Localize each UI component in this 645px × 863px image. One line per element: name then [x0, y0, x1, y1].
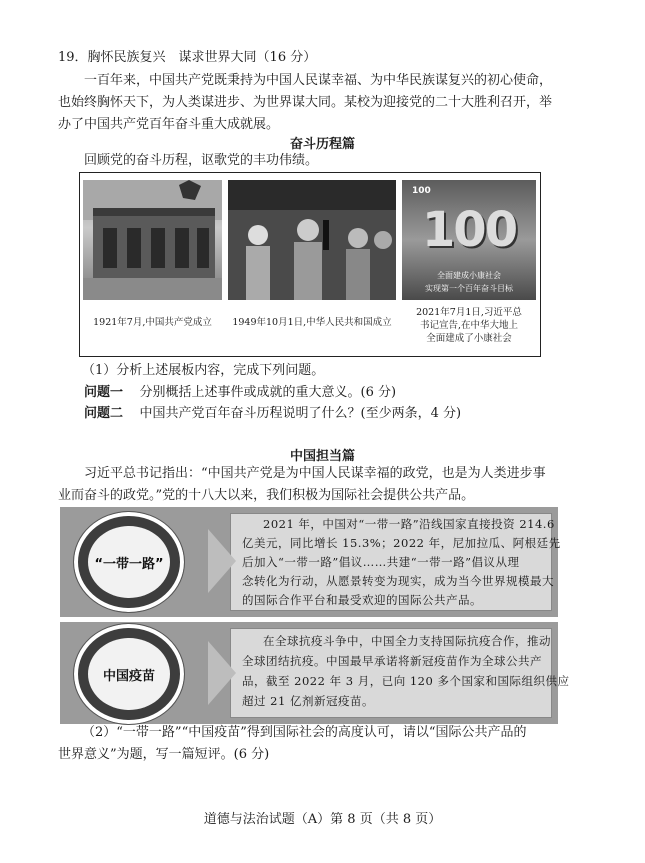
photo-moderate-prosperity [402, 180, 536, 300]
belt-line-1: 2021 年，中国对“一带一路”沿线国家直接投资 214.6 [263, 517, 555, 531]
photo-prc-founding [228, 180, 396, 300]
caption-2021-line-3: 全面建成了小康社会 [426, 333, 512, 344]
belt-line-4: 念转化为行动，从愿景转变为现实，成为当今世界规模最大 [242, 574, 554, 588]
problem-2 [84, 405, 584, 423]
belt-road-box [60, 507, 561, 617]
exhibit-panel [79, 172, 541, 357]
quote-line-2: 业而奋斗的政党。”党的十八大以来，我们积极为国际社会提供公共产品。 [58, 488, 475, 503]
belt-road-label: “一带一路” [88, 526, 170, 598]
vaccine-line-1: 在全球抗疫斗争中，中国全力支持国际抗疫合作，推动 [263, 634, 551, 648]
intro-line-1: 一百年来，中国共产党既秉持为中国人民谋幸福、为中华民族谋复兴的初心使命， [84, 73, 553, 88]
caption-2021-line-2: 书记宣告,在中华大地上 [419, 320, 519, 331]
overlay-big-100: 100 [421, 202, 517, 258]
problem-1-label: 问题一 [84, 385, 124, 400]
section-title-responsibility: 中国担当篇 [289, 449, 355, 464]
belt-line-3: 后加入“一带一路”倡议……共建“一带一路”倡议从理 [242, 555, 520, 569]
problem-1 [84, 384, 584, 402]
vaccine-label: 中国疫苗 [88, 638, 170, 710]
overlay-small-100: 100 [412, 186, 431, 196]
vaccine-line-4: 超过 21 亿剂新冠疫苗。 [242, 694, 374, 708]
section-title-history: 奋斗历程篇 [289, 137, 355, 152]
overlay-line-1: 全面建成小康社会 [437, 271, 501, 280]
task-2-line-2: 世界意义”为题，写一篇短评。(6 分) [58, 747, 270, 762]
caption-2021-line-1: 2021年7月1日,习近平总 [416, 307, 522, 318]
caption-1921: 1921年7月,中国共产党成立 [93, 317, 212, 328]
page-footer: 道德与法治试题（A）第 8 页（共 8 页） [203, 812, 442, 827]
overlay-line-2: 实现第一个百年奋斗目标 [425, 284, 513, 293]
vaccine-line-3: 品，截至 2022 年 3 月，已向 120 多个国家和国际组织供应 [242, 674, 570, 688]
caption-1949: 1949年10月1日,中华人民共和国成立 [232, 317, 392, 328]
photo-party-founding [83, 180, 222, 300]
belt-line-2: 亿美元，同比增长 15.3%；2022 年，尼加拉瓜、阿根廷先 [242, 536, 561, 550]
vaccine-line-2: 全球团结抗疫。中国最早承诺将新冠疫苗作为全球公共产 [242, 654, 542, 668]
problem-2-label: 问题二 [84, 406, 124, 421]
quote-line-1: 习近平总书记指出：“中国共产党是为中国人民谋幸福的政党，也是为人类进步事 [84, 466, 546, 481]
task-1: （1）分析上述展板内容，完成下列问题。 [82, 363, 325, 378]
problem-1-text: 分别概括上述事件或成就的重大意义。(6 分) [139, 385, 397, 400]
section-lead: 回顾党的奋斗历程，讴歌党的丰功伟绩。 [84, 153, 319, 168]
question-heading: 19．胸怀民族复兴 谋求世界大同（16 分） [58, 50, 317, 65]
intro-line-2: 也始终胸怀天下，为人类谋进步、为世界谋大同。某校为迎接党的二十大胜利召开，举 [58, 95, 553, 110]
intro-line-3: 办了中国共产党百年奋斗重大成就展。 [58, 117, 280, 132]
belt-line-5: 的国际合作平台和最受欢迎的国际公共产品。 [242, 593, 482, 607]
problem-2-text: 中国共产党百年奋斗历程说明了什么？(至少两条，4 分) [139, 406, 462, 421]
vaccine-box [60, 622, 570, 724]
task-2-line-1: （2）“一带一路”“中国疫苗”得到国际社会的高度认可，请以“国际公共产品的 [82, 725, 527, 740]
